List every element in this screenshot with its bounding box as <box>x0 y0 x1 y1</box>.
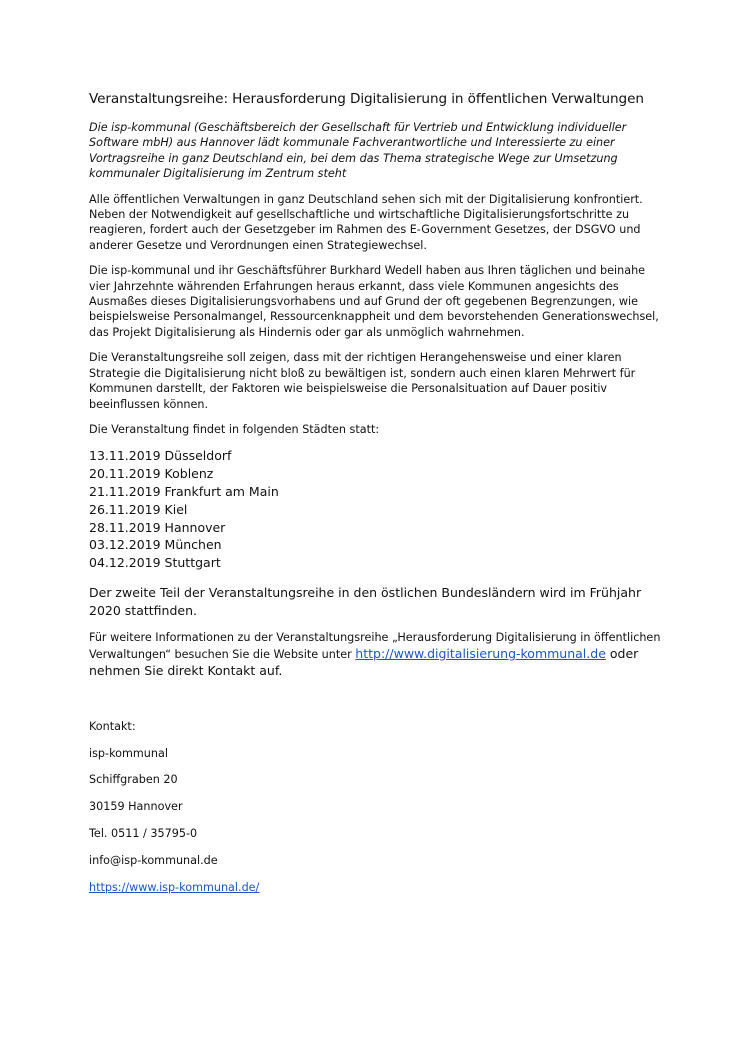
series-website-link[interactable]: http://www.digitalisierung-kommunal.de <box>355 645 606 661</box>
press-release <box>89 90 669 906</box>
contact-city: 30159 Hannover <box>89 800 183 814</box>
contact-street: Schiffgraben 20 <box>89 773 178 787</box>
more-info-paragraph <box>89 630 669 680</box>
event-date-item: 04.12.2019 Stuttgart <box>89 555 221 571</box>
body-paragraph: Die isp-kommunal und ihr Geschäftsführer Burkhard Wedell haben aus Ihren täglichen und beinahe vier Jahrzehnte währenden Erfahrungen heraus erkannt, dass viele Kommunen angesichts des Ausmaßes dieses Digitalisierungsvorhabens und auf Grund der oft gegebenen Begrenzungen, wie beispielsweise Personalmangel, Ressourcenknappheit und dem bevorstehenden Generationswechsel, das Projekt Digitalisierung als Hindernis oder gar als unmöglich wahrnehmen. <box>89 264 659 339</box>
contact-email: info@isp-kommunal.de <box>89 853 218 867</box>
event-date-item: 03.12.2019 München <box>89 537 222 553</box>
document-title: Veranstaltungsreihe: Herausforderung Digitalisierung in öffentlichen Verwaltungen <box>89 91 644 107</box>
lead-paragraph: Die isp-kommunal (Geschäftsbereich der Gesellschaft für Vertrieb und Entwicklung individueller Software mbH) aus Hannover lädt kommunale Fachverantwortliche und Interessierte zu einer Vortragsreihe in ganz Deutschland ein, bei dem das Thema strategische Wege zur Umsetzung kommunaler Digitalisierung im Zentrum steht <box>89 121 627 181</box>
event-date-item: 26.11.2019 Kiel <box>89 501 188 517</box>
event-date-item: 21.11.2019 Frankfurt am Main <box>89 483 279 499</box>
second-part-note: Der zweite Teil der Veranstaltungsreihe in den östlichen Bundesländern wird im Frühjahr 2020 stattfinden. <box>89 584 642 618</box>
event-date-list <box>89 447 669 572</box>
body-paragraph: Alle öffentlichen Verwaltungen in ganz Deutschland sehen sich mit der Digitalisierung konfrontiert. Neben der Notwendigkeit auf gesellschaftliche und wirtschaftliche Digitalisierungsfortschritte zu reagieren, fordert auch der Gesetzgeber im Rahmen des E-Government Gesetzes, der DSGVO und anderer Gesetze und Verordnungen einen Strategiewechsel. <box>89 192 643 252</box>
more-info-text-end: oder nehmen Sie direkt Kontakt auf. <box>89 645 639 678</box>
cities-intro: Die Veranstaltung findet in folgenden Städten statt: <box>89 422 380 436</box>
body-paragraph: Die Veranstaltungsreihe soll zeigen, dass mit der richtigen Herangehensweise und einer klaren Strategie die Digitalisierung nicht bloß zu bewältigen ist, sondern auch einen klaren Mehrwert für Kommunen darstellt, der Faktoren wie beispielsweise die Personalsituation auf Dauer positiv beeinflussen können. <box>89 351 636 411</box>
event-date-item: 13.11.2019 Düsseldorf <box>89 448 232 464</box>
contact-company: isp-kommunal <box>89 746 168 760</box>
contact-block <box>89 719 669 895</box>
event-date-item: 20.11.2019 Koblenz <box>89 466 214 482</box>
company-website-link[interactable]: https://www.isp-kommunal.de/ <box>89 880 260 894</box>
contact-phone: Tel. 0511 / 35795-0 <box>89 827 198 841</box>
more-info-text: Für weitere Informationen zu der Veranstaltungsreihe „Herausforderung Digitalisierung in öffentlichen Verwaltungen“ besuchen Sie die Website unter <box>89 630 661 661</box>
event-date-item: 28.11.2019 Hannover <box>89 519 226 535</box>
contact-label: Kontakt: <box>89 719 136 733</box>
